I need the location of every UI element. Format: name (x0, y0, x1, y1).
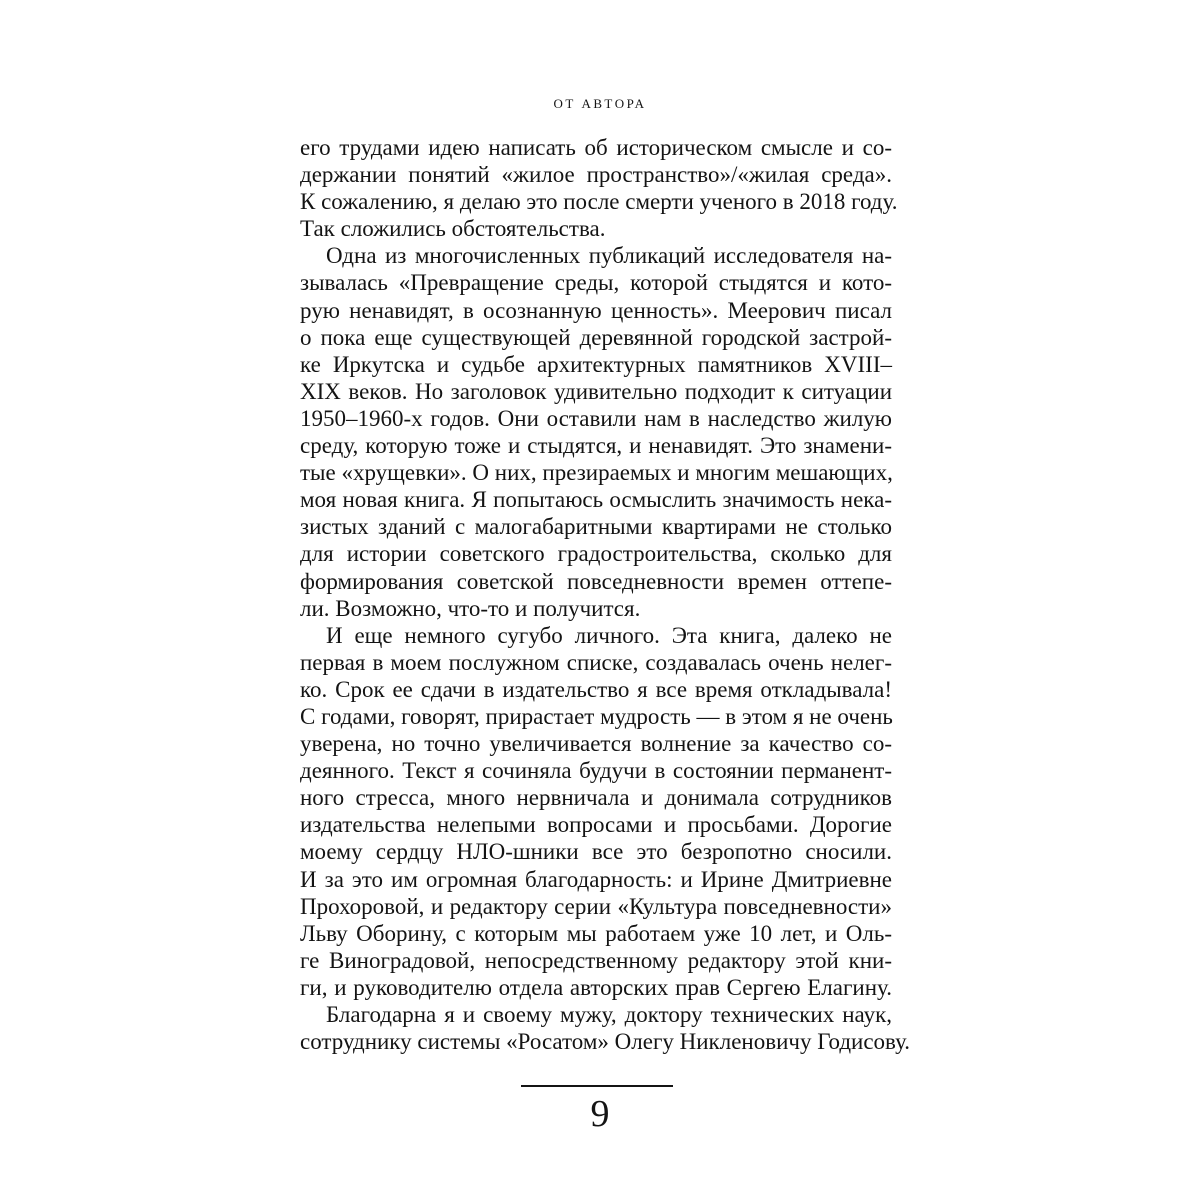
footer-rule (521, 1085, 673, 1087)
text-line: Прохоровой, и редактору серии «Культура повседневности» (300, 893, 892, 919)
text-line: 1950–1960-х годов. Они оставили нам в наследство жилую (300, 405, 892, 431)
text-line: уверена, но точно увеличивается волнение за качество со- (300, 731, 892, 757)
text-line: деянного. Текст я сочиняла будучи в состоянии перманент- (300, 758, 892, 784)
text-line: рую ненавидят, в осознанную ценность». Меерович писал (300, 297, 892, 323)
text-line: сотруднику системы «Росатом» Олегу Никленовичу Годисову. (300, 1029, 911, 1055)
text-line: Льву Оборину, с которым мы работаем уже 10 лет, и Оль- (300, 920, 892, 946)
text-line: XIX веков. Но заголовок удивительно подходит к ситуации (300, 378, 892, 404)
text-line: для истории советского градостроительства, сколько для (300, 541, 892, 567)
text-line: ке Иркутска и судьбе архитектурных памятников XVIII– (300, 351, 892, 377)
text-line: ного стресса, много нервничала и донимала сотрудников (300, 785, 892, 811)
page-number: 9 (590, 1093, 610, 1135)
text-line: моему сердцу НЛО-шники все это безропотно сносили. (300, 839, 892, 865)
text-line: первая в моем послужном списке, создавалась очень нелег- (300, 649, 892, 675)
text-line: издательства нелепыми вопросами и просьбами. Дорогие (300, 812, 892, 838)
text-line: зистых зданий с малогабаритными квартирами не столько (300, 514, 892, 540)
body-text (300, 134, 911, 1055)
text-line: И за это им огромная благодарность: и Ирине Дмитриевне (300, 866, 892, 892)
text-line: тые «хрущевки». О них, презираемых и многим мешающих, (300, 460, 893, 486)
text-line: С годами, говорят, прирастает мудрость — в этом я не очень (300, 703, 893, 729)
text-line: моя новая книга. Я попытаюсь осмыслить значимость нека- (300, 487, 892, 513)
text-line: ли. Возможно, что-то и получится. (300, 595, 641, 621)
text-line: К сожалению, я делаю это после смерти ученого в 2018 году. (300, 189, 898, 215)
text-line: зывалась «Превращение среды, которой стыдятся и кото- (300, 270, 892, 296)
text-line: Одна из многочисленных публикаций исследователя на- (326, 243, 892, 269)
text-line: среду, которую тоже и стыдятся, и ненавидят. Это знамени- (300, 433, 892, 459)
text-line: И еще немного сугубо личного. Эта книга, далеко не (326, 622, 892, 648)
running-head: ОТ АВТОРА (553, 96, 647, 111)
text-line: держании понятий «жилое пространство»/«жилая среда». (300, 162, 892, 188)
text-line: Благодарна я и своему мужу, доктору технических наук, (326, 1002, 892, 1027)
text-line: ги, и руководителю отдела авторских прав Сергею Елагину. (300, 974, 892, 1000)
text-line: формирования советской повседневности времен оттепе- (300, 568, 892, 594)
text-line: ге Виноградовой, непосредственному редактору этой кни- (300, 947, 892, 973)
text-line: его трудами идею написать об историческом смысле и со- (300, 135, 892, 160)
text-line: о пока еще существующей деревянной городской застрой- (300, 324, 892, 350)
text-line: Так сложились обстоятельства. (300, 216, 606, 242)
text-line: ко. Срок ее сдачи в издательство я все время откладывала! (300, 676, 892, 702)
